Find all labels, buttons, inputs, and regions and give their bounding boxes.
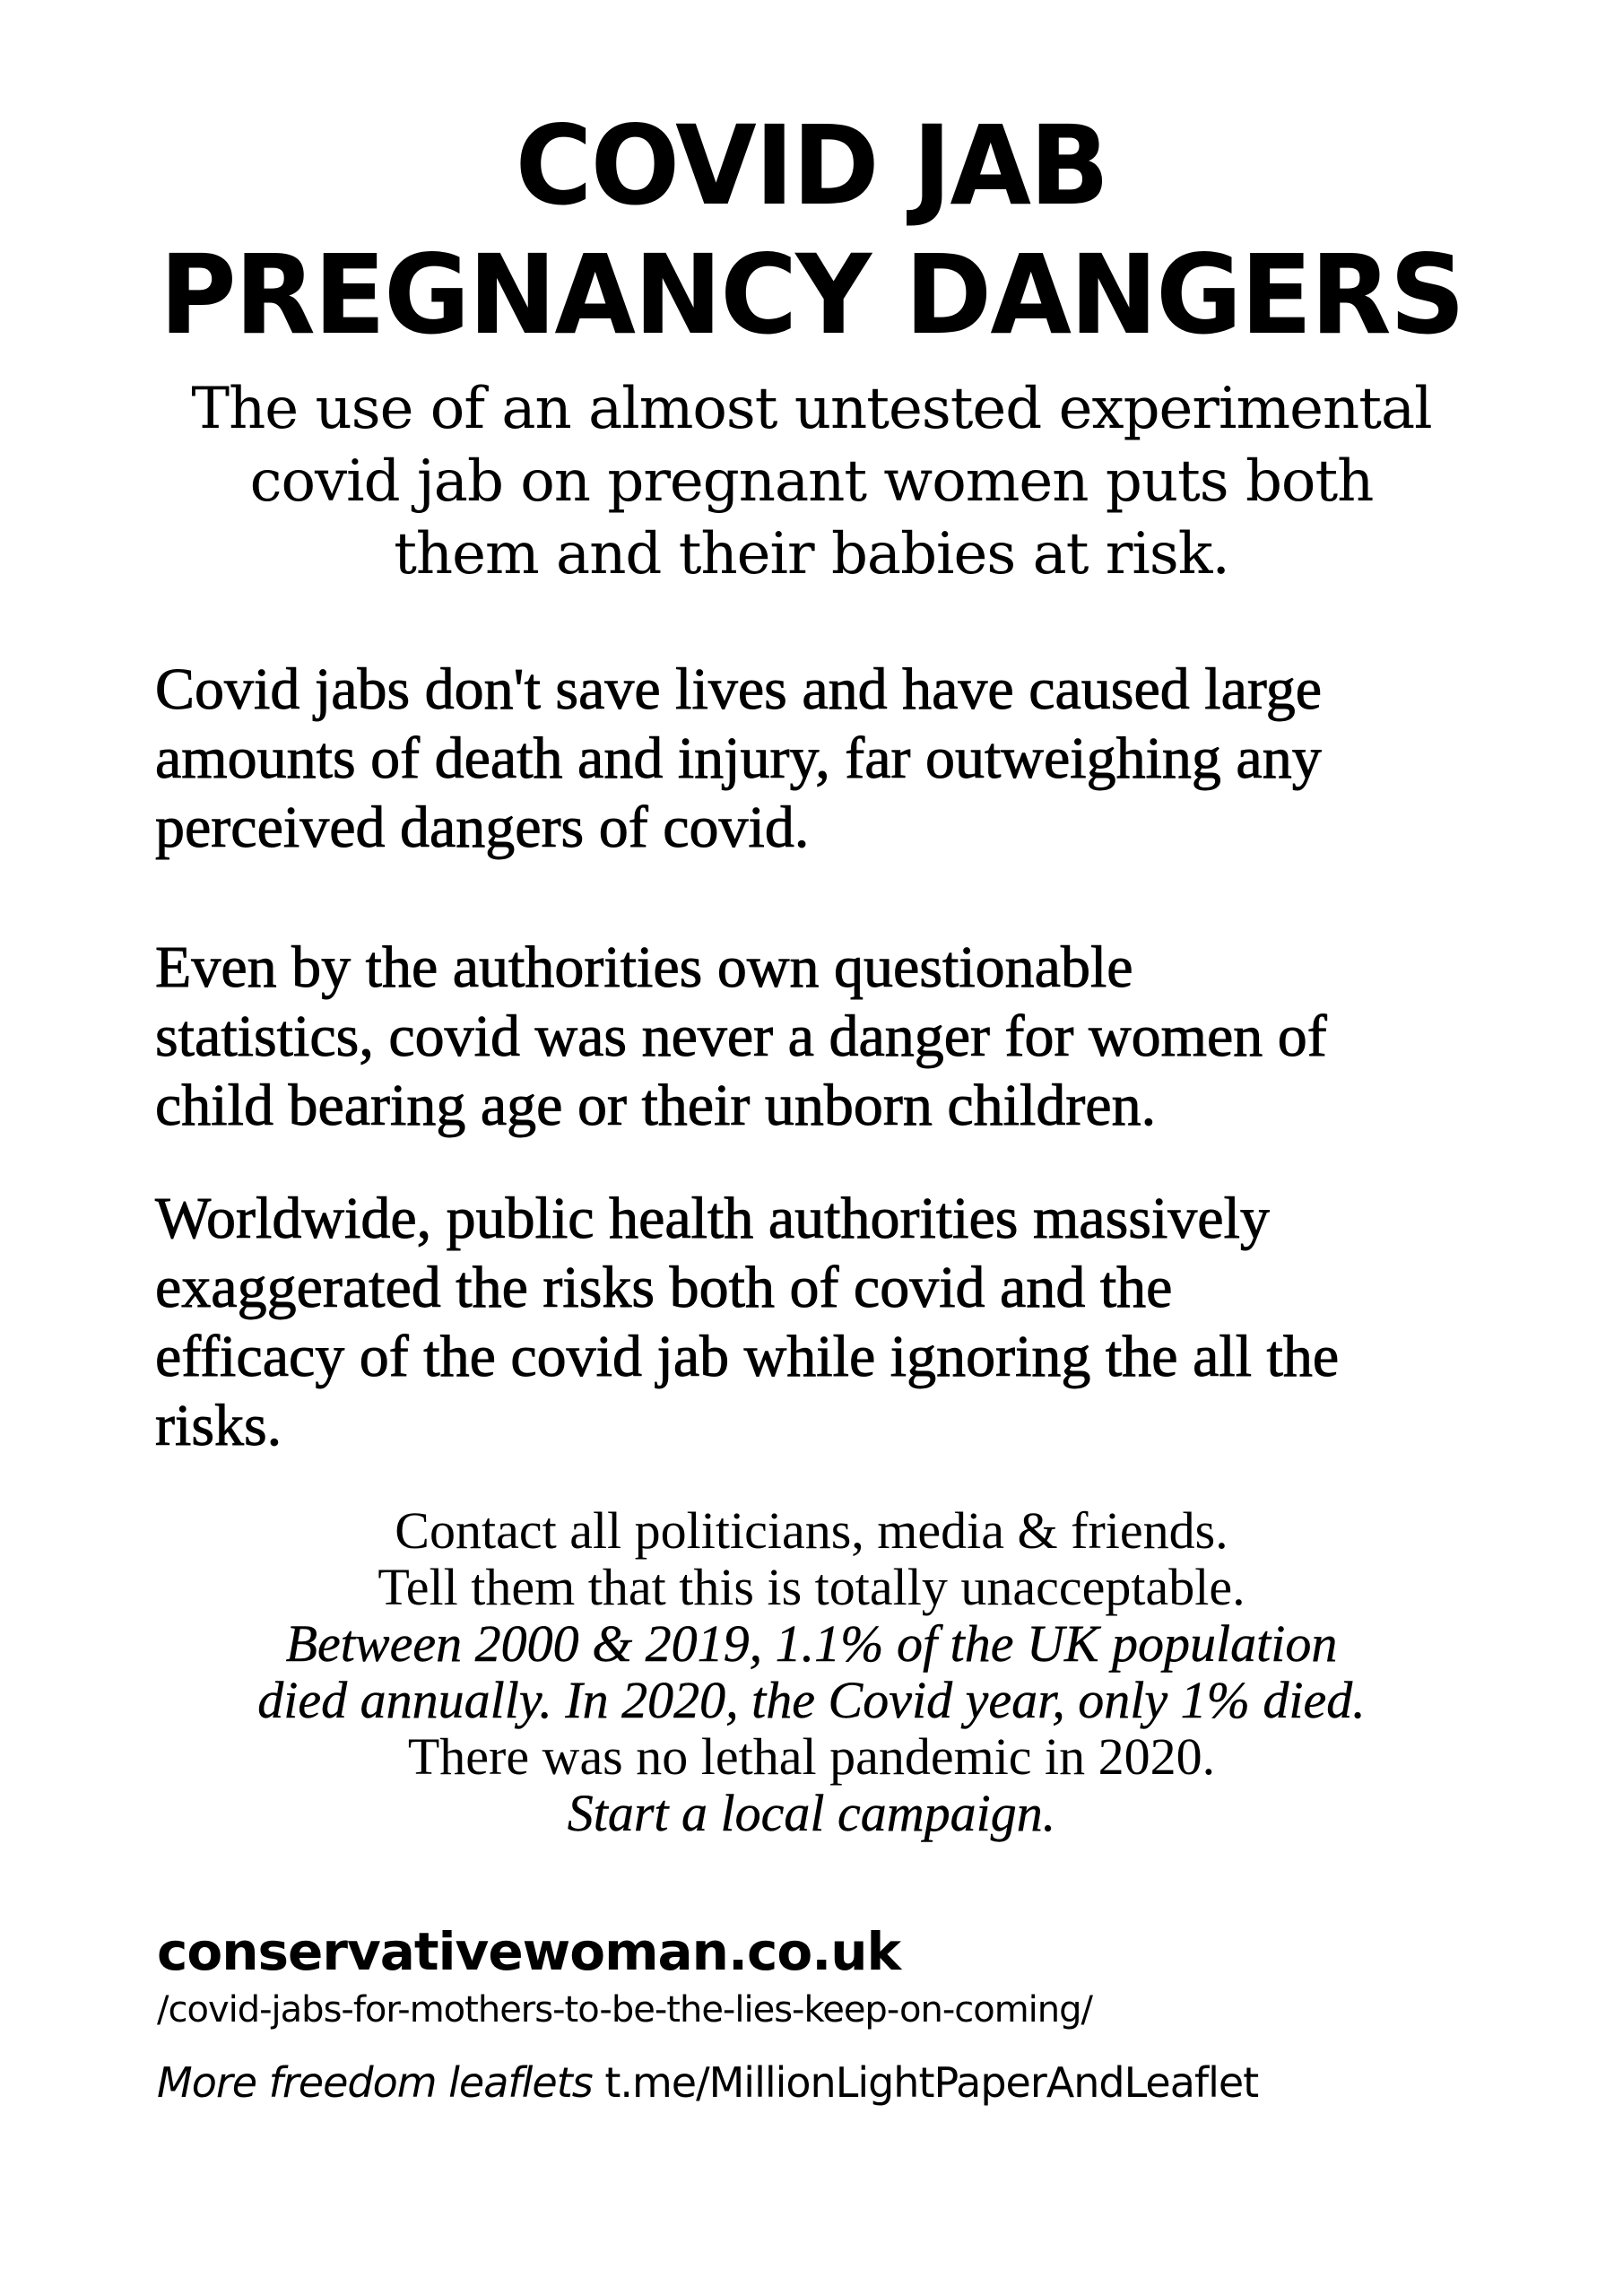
paragraph-line: Worldwide, public health authorities massively bbox=[155, 1186, 1270, 1251]
subtitle-line: them and their babies at risk. bbox=[394, 521, 1229, 587]
subtitle-line: The use of an almost untested experimental bbox=[191, 376, 1432, 442]
paragraph-line: amounts of death and injury, far outweighing any bbox=[155, 726, 1322, 791]
paragraph-line: efficacy of the covid jab while ignoring the all the bbox=[155, 1324, 1340, 1389]
paragraph-jabs-dont-save-lives bbox=[155, 655, 1500, 862]
title-line-1: COVID JAB bbox=[515, 102, 1108, 230]
paragraph-line: perceived dangers of covid. bbox=[155, 795, 810, 860]
statistic-line-1: Between 2000 & 2019, 1.1% of the UK population bbox=[285, 1614, 1338, 1673]
source-links bbox=[157, 1919, 1258, 2109]
more-leaflets-line bbox=[157, 2056, 1258, 2109]
source-site-link[interactable]: conservativewoman.co.uk bbox=[157, 1921, 901, 1982]
paragraph-worldwide-exaggeration bbox=[155, 1184, 1500, 1460]
paragraph-line: exaggerated the risks both of covid and the bbox=[155, 1255, 1173, 1320]
call-to-action bbox=[0, 1502, 1623, 1841]
contact-line: Contact all politicians, media & friends. bbox=[395, 1501, 1228, 1560]
paragraph-line: risks. bbox=[155, 1393, 282, 1458]
statistic-line-2: died annually. In 2020, the Covid year, only 1% died. bbox=[257, 1671, 1366, 1729]
campaign-line: Start a local campaign. bbox=[567, 1784, 1056, 1842]
paragraph-line: Covid jabs don't save lives and have caused large bbox=[155, 657, 1322, 722]
source-article-path[interactable]: /covid-jabs-for-mothers-to-be-the-lies-keep-on-coming/ bbox=[157, 1989, 1093, 2031]
paragraph-line: statistics, covid was never a danger for women of bbox=[155, 1004, 1327, 1069]
telegram-link[interactable]: t.me/MillionLightPaperAndLeaflet bbox=[604, 2058, 1259, 2107]
title-line-2: PREGNANCY DANGERS bbox=[159, 231, 1464, 359]
paragraph-line: child bearing age or their unborn children. bbox=[155, 1073, 1157, 1138]
no-pandemic-line: There was no lethal pandemic in 2020. bbox=[407, 1727, 1216, 1786]
paragraph-authorities-statistics bbox=[155, 933, 1500, 1140]
subtitle-line: covid jab on pregnant women puts both bbox=[249, 448, 1374, 515]
paragraph-line: Even by the authorities own questionable bbox=[155, 935, 1133, 1000]
more-leaflets-label: More freedom leaflets bbox=[157, 2058, 593, 2107]
tell-line: Tell them that this is totally unacceptable. bbox=[378, 1558, 1245, 1616]
subtitle bbox=[0, 373, 1623, 591]
